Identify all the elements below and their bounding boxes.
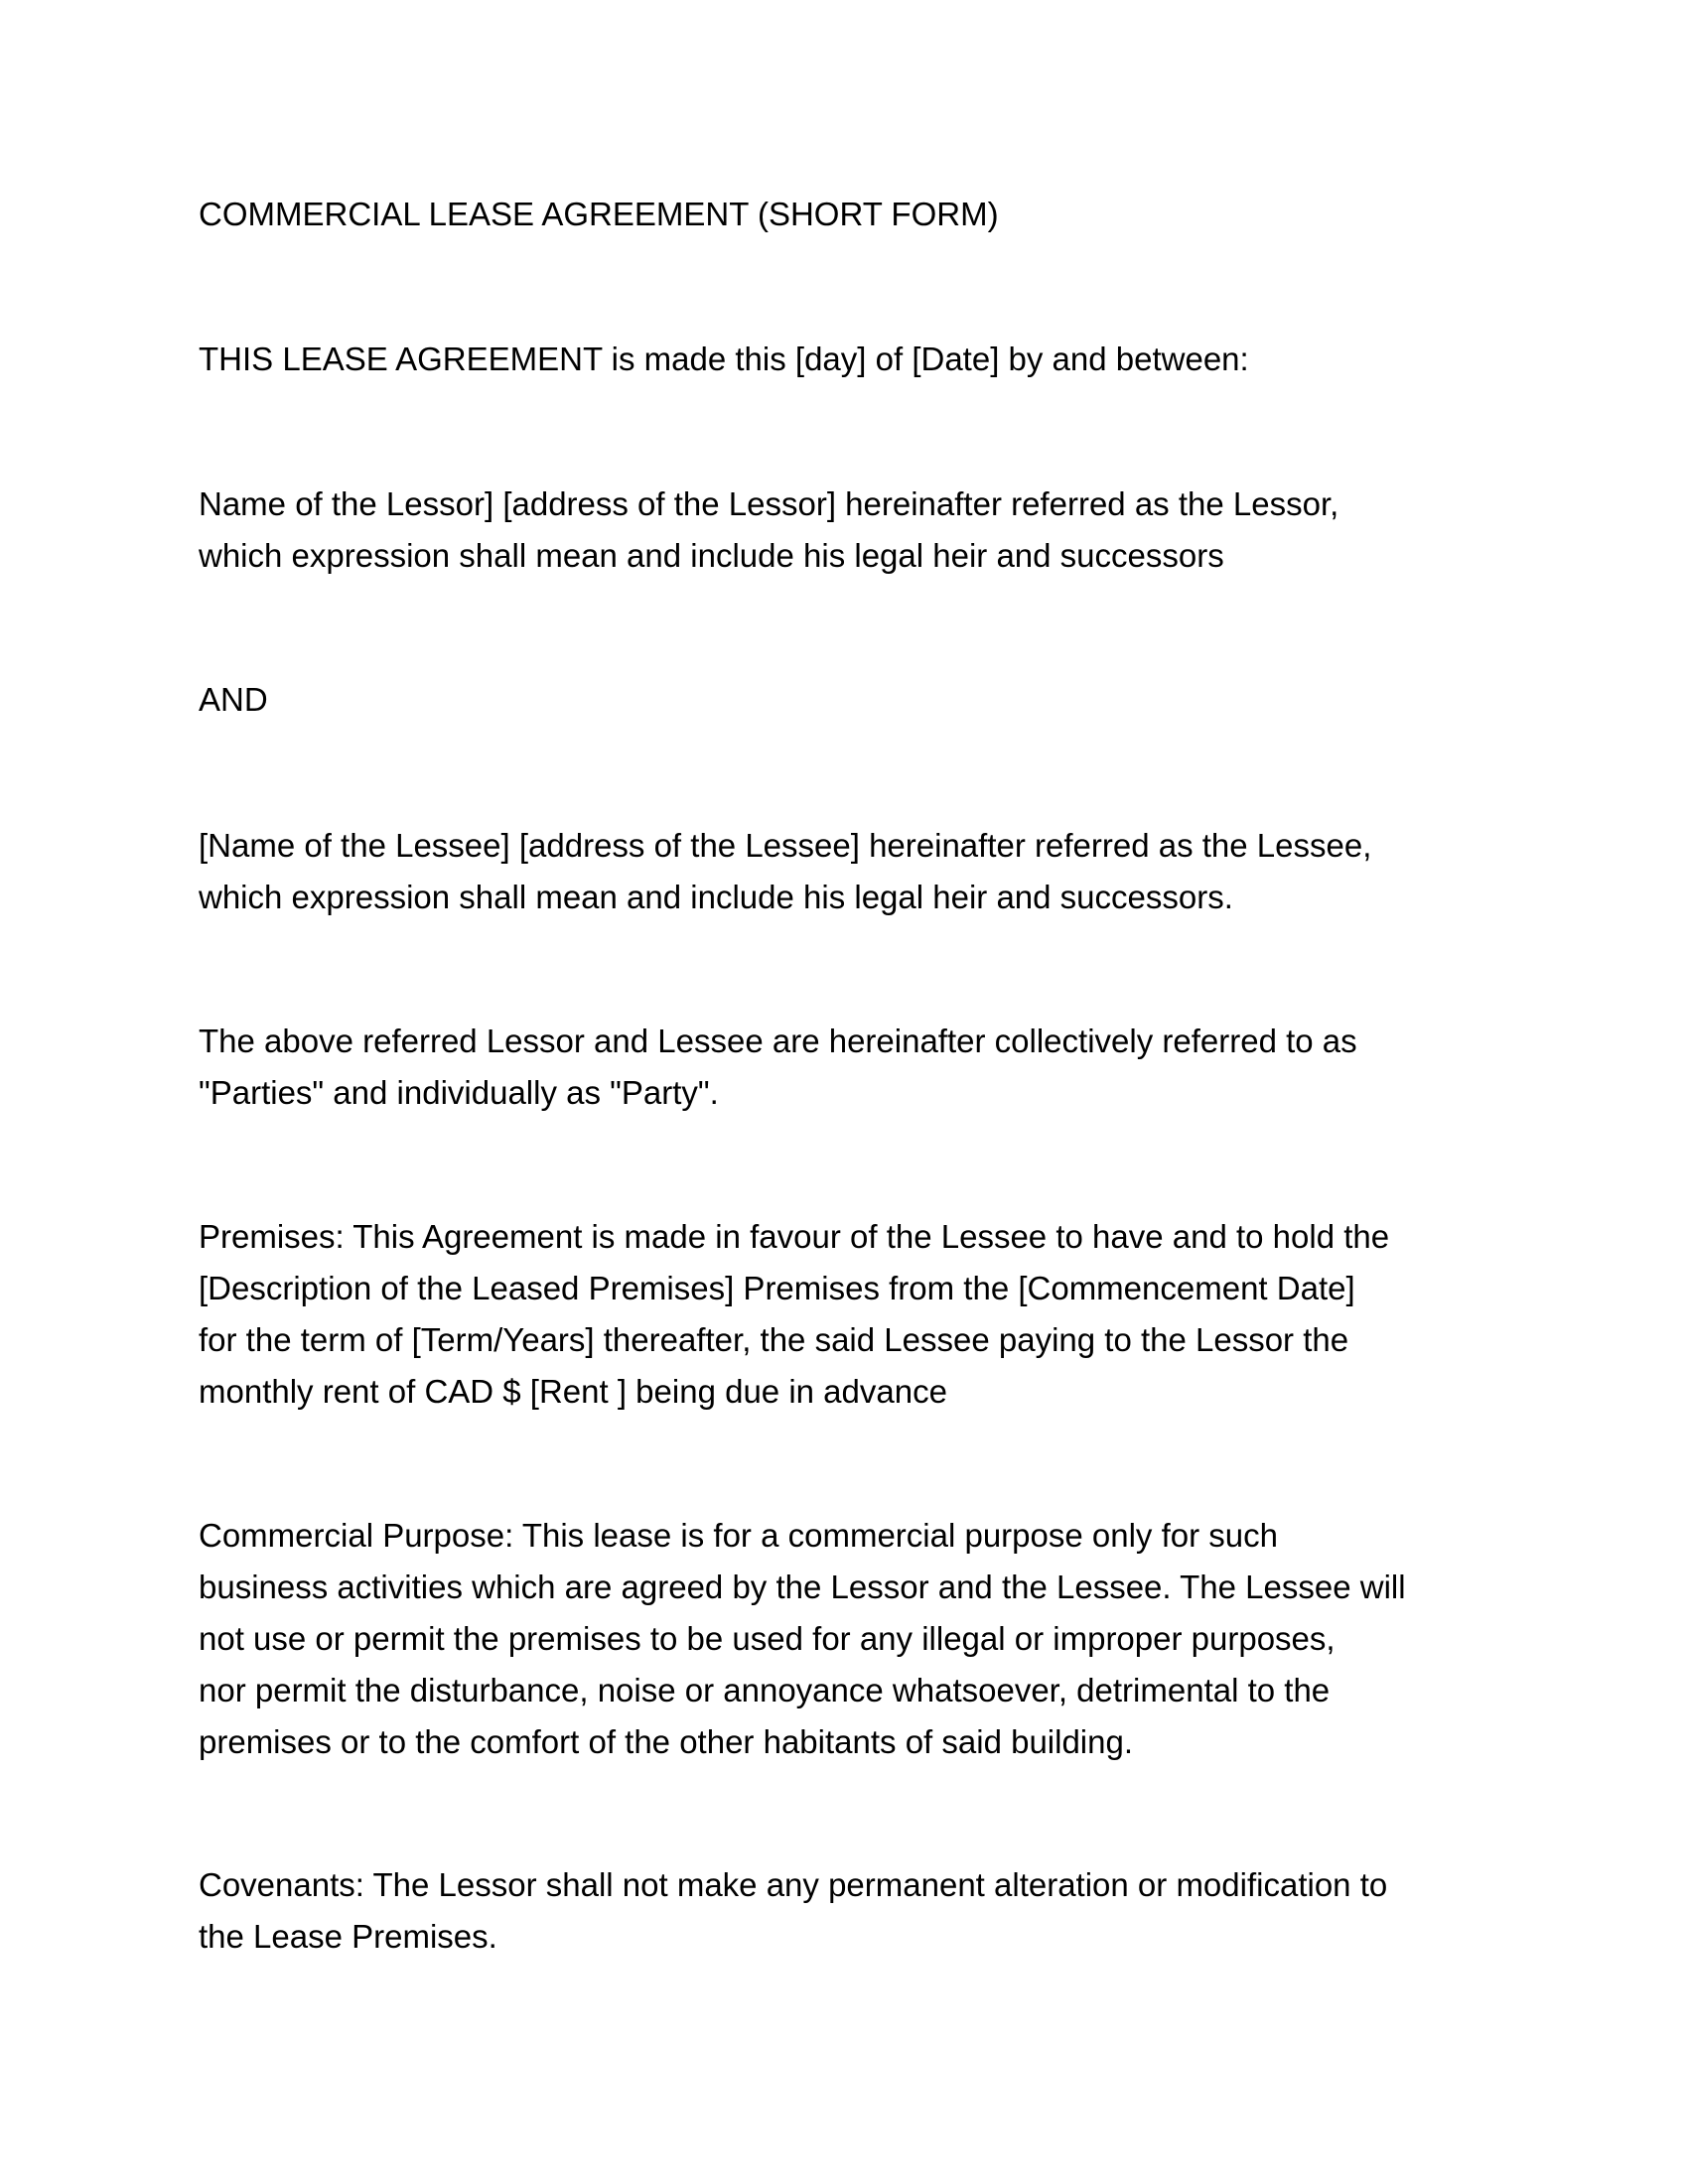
parties-line: "Parties" and individually as "Party". [199, 1074, 719, 1111]
lessee-paragraph [199, 820, 1509, 923]
premises-line: Premises: This Agreement is made in favour of the Lessee to have and to hold the [199, 1218, 1390, 1255]
lessee-line: which expression shall mean and include his legal heir and successors. [199, 879, 1233, 915]
parties-line: The above referred Lessor and Lessee are hereinafter collectively referred to as [199, 1023, 1357, 1059]
premises-line: for the term of [Term/Years] thereafter, the said Lessee paying to the Lessor the [199, 1321, 1349, 1358]
lessor-line: Name of the Lessor] [address of the Lessor] hereinafter referred as the Lessor, [199, 485, 1339, 522]
covenants-line: the Lease Premises. [199, 1918, 497, 1955]
commercial-purpose-line: business activities which are agreed by the Lessor and the Lessee. The Lessee will [199, 1569, 1406, 1605]
lessee-line: [Name of the Lessee] [address of the Lessee] hereinafter referred as the Lessee, [199, 827, 1372, 864]
premises-paragraph [199, 1211, 1509, 1418]
covenants-line: Covenants: The Lessor shall not make any permanent alteration or modification to [199, 1866, 1388, 1903]
document-title [199, 189, 1509, 240]
commercial-purpose-line: premises or to the comfort of the other habitants of said building. [199, 1723, 1134, 1760]
lessor-paragraph [199, 478, 1509, 582]
and-text: AND [199, 681, 268, 718]
intro-text: THIS LEASE AGREEMENT is made this [day] of [Date] by and between: [199, 341, 1249, 377]
commercial-purpose-paragraph [199, 1510, 1509, 1768]
parties-paragraph [199, 1016, 1509, 1119]
commercial-purpose-line: Commercial Purpose: This lease is for a commercial purpose only for such [199, 1517, 1278, 1554]
commercial-purpose-line: not use or permit the premises to be used for any illegal or improper purposes, [199, 1620, 1336, 1657]
covenants-paragraph [199, 1859, 1509, 1963]
premises-line: [Description of the Leased Premises] Premises from the [Commencement Date] [199, 1270, 1355, 1306]
premises-line: monthly rent of CAD $ [Rent ] being due in advance [199, 1373, 947, 1410]
title-text: COMMERCIAL LEASE AGREEMENT (SHORT FORM) [199, 196, 999, 232]
and-paragraph [199, 674, 1509, 726]
intro-paragraph [199, 334, 1509, 385]
lessor-line: which expression shall mean and include his legal heir and successors [199, 537, 1224, 574]
commercial-purpose-line: nor permit the disturbance, noise or annoyance whatsoever, detrimental to the [199, 1672, 1331, 1708]
